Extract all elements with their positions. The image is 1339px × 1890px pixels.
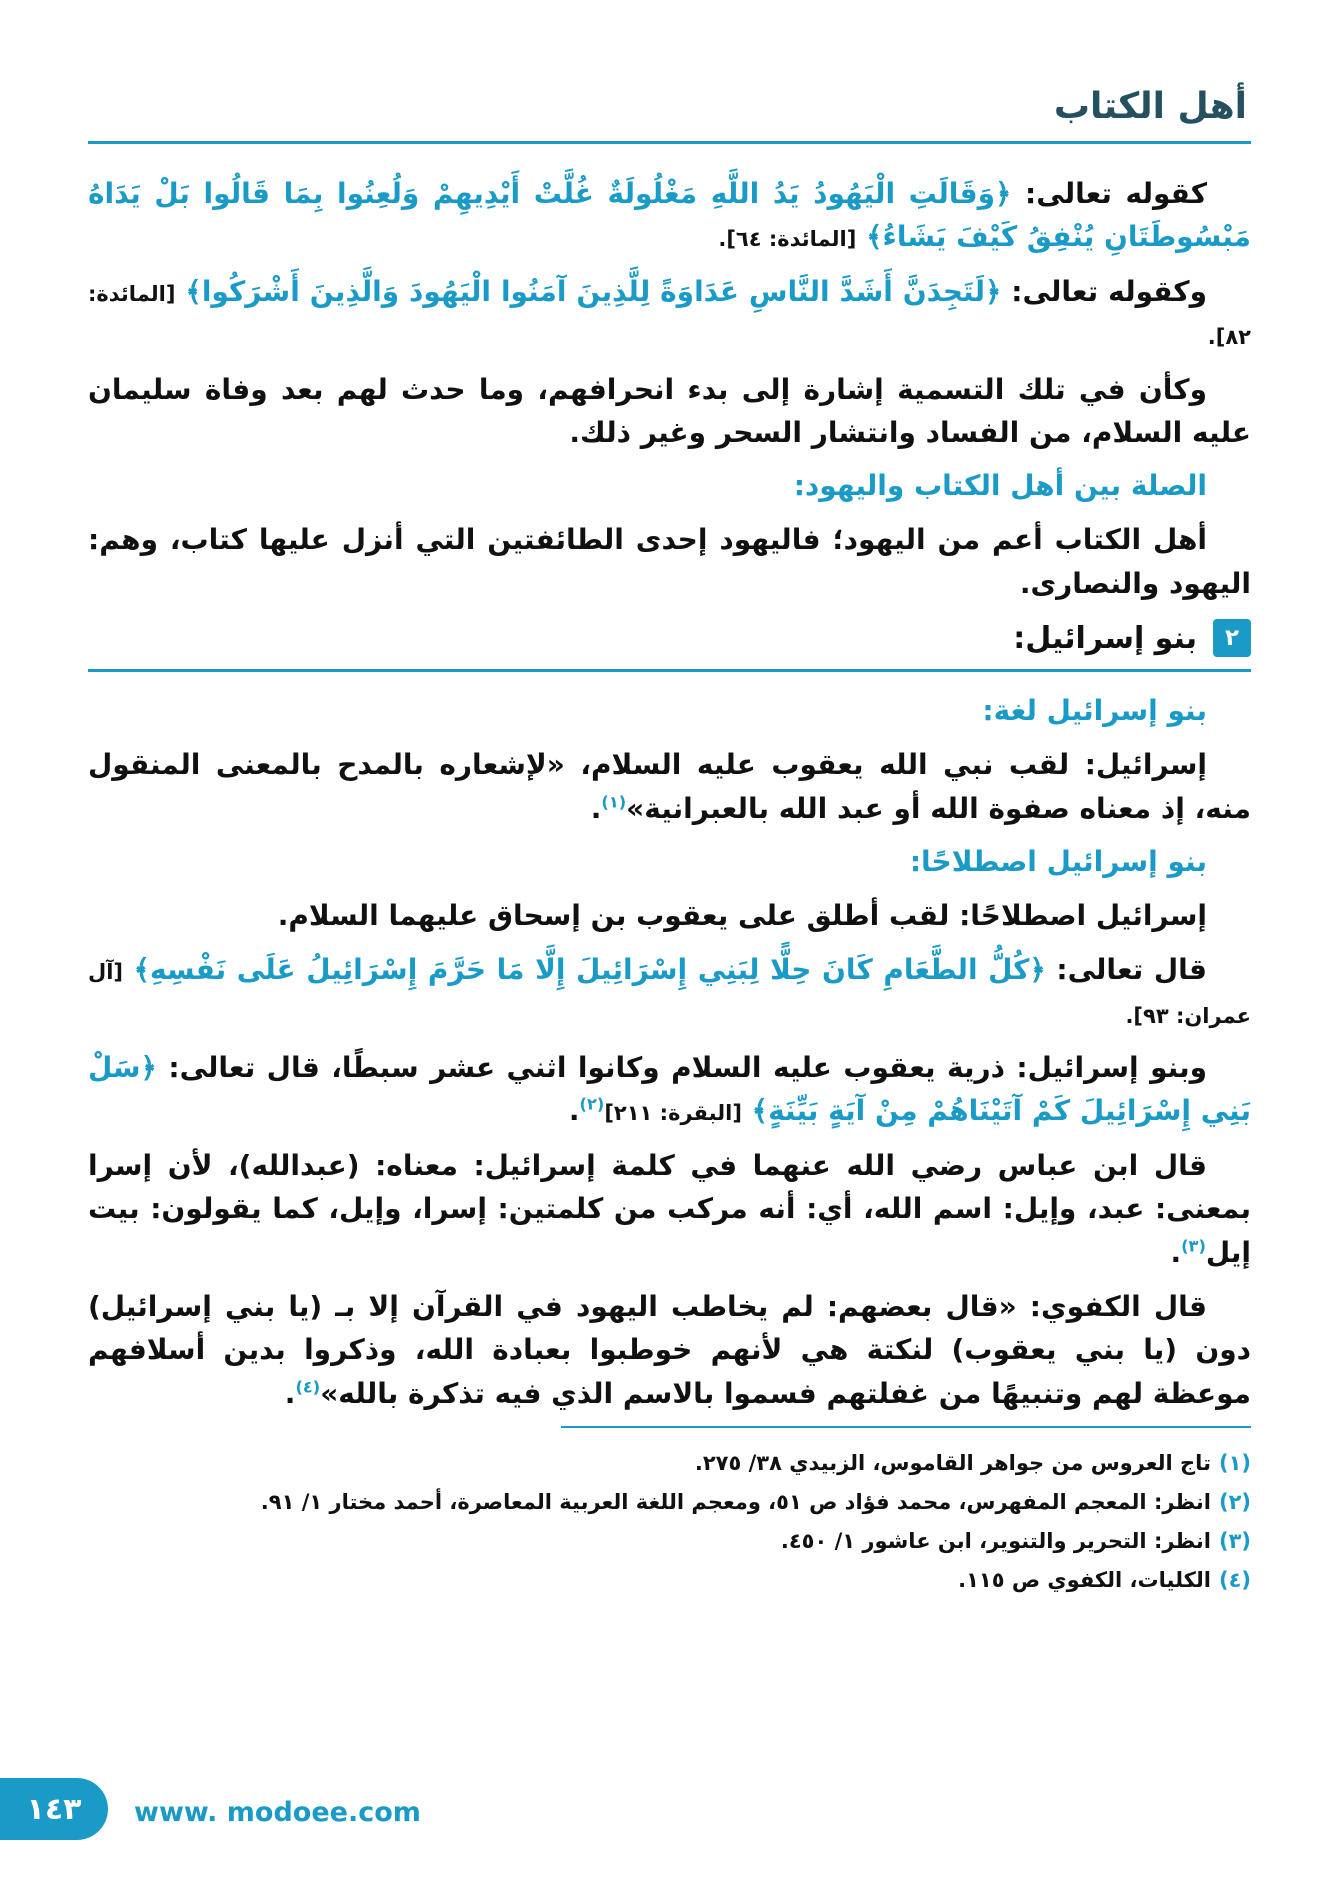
verse-intro: كقوله تعالى: [1011,177,1207,210]
paragraph-ahl-alkitab-scope: أهل الكتاب أعم من اليهود؛ فاليهود إحدى الطائفتين التي أنزل عليها كتاب، وهم: اليهود والنصارى. [88,523,1251,600]
paragraph-verse-maidah-64 [88,172,1251,259]
paragraph-text: قال الكفوي: «قال بعضهم: لم يخاطب اليهود في القرآن إلا بـ (يا بني إسرائيل) دون (يا بني يعقوب) لنكتة هي لأنهم خوطبوا بعبادة الله، وذكروا بدين أسلافهم موعظة لهم وتنبيهًا من غفلتهم فسموا بالاسم الذي فيه تذكرة بالله» [88,1290,1251,1410]
footnotes [88,1444,1251,1599]
footnote-separator [561,1426,1251,1428]
paragraph-text: وبنو إسرائيل: ذرية يعقوب عليه السلام وكانوا اثني عشر سبطًا، قال تعالى: [156,1051,1207,1085]
page-header [88,86,1251,144]
verse-reference: [المائدة: ٦٤]. [718,227,857,252]
sentence-end: . [284,1376,296,1410]
section-divider-line [88,669,1251,672]
footnote-number: (٤) [1218,1567,1251,1592]
page-number-tab [0,1778,108,1840]
heading-sila: الصلة بين أهل الكتاب واليهود: [793,469,1207,503]
page-number: ١٤٣ [26,1791,82,1827]
paragraph-verse-maidah-82 [88,270,1251,357]
paragraph-text: قال ابن عباس رضي الله عنهما في كلمة إسرائيل: معناه: (عبدالله)، لأن إسرا بمعنى: عبد، وإيل: اسم الله، أي: أنه مركب من كلمتين: إسرا، وإيل، كما يقولون: بيت إيل [88,1148,1251,1269]
footnote-marker-1: (١) [601,792,627,812]
section-title: بنو إسرائيل: [1013,620,1197,656]
sentence-end: . [590,791,602,825]
paragraph-verse-imran-93 [88,948,1251,1035]
section-number-badge: ٢ [1213,619,1251,657]
paragraph-naming-remark: وكأن في تلك التسمية إشارة إلى بدء انحرافهم، وما حدث لهم بعد وفاة سليمان عليه السلام، من الفساد وانتشار السحر وغير ذلك. [88,372,1251,449]
quran-verse: ﴿سَلْ بَنِي إِسْرَائِيلَ كَمْ آتَيْنَاهُمْ مِنْ آيَةٍ بَيِّنَةٍ﴾ [88,1051,1251,1128]
heading-lugha: بنو إسرائيل لغة: [982,694,1207,728]
paragraph-ibn-abbas [88,1144,1251,1274]
sentence-end: . [1170,1235,1182,1269]
verse-reference: [المائدة: ٨٢]. [88,281,1251,350]
sentence-end: . [568,1094,580,1128]
verse-reference: [البقرة: ٢١١] [604,1101,742,1126]
verse-reference: [آل عمران: ٩٣]. [88,960,1251,1028]
footnote-item [88,1483,1251,1522]
quran-verse: ﴿كُلُّ الطَّعَامِ كَانَ حِلًّا لِبَنِي إِسْرَائِيلَ إِلَّا مَا حَرَّمَ إِسْرَائِيلُ عَلَى نَفْسِهِ﴾ [133,953,1046,987]
quran-verse: ﴿لَتَجِدَنَّ أَشَدَّ النَّاسِ عَدَاوَةً لِلَّذِينَ آمَنُوا الْيَهُودَ وَالَّذِينَ أَشْرَكُوا﴾ [185,274,1002,308]
website-url: www. modoee.com [134,1797,421,1828]
chapter-title: أهل الكتاب [1053,86,1247,127]
footnote-item [88,1522,1251,1561]
footnote-text: انظر: المعجم المفهرس، محمد فؤاد ص ٥١، ومعجم اللغة العربية المعاصرة، أحمد مختار ١/ ٩١. [260,1490,1211,1515]
heading-istilah: بنو إسرائيل اصطلاحًا: [909,844,1207,878]
section-header-bani-israel [88,619,1251,657]
quran-verse: ﴿وَقَالَتِ الْيَهُودُ يَدُ اللَّهِ مَغْلُولَةٌ غُلَّتْ أَيْدِيهِمْ وَلُعِنُوا بِمَا قَالُوا بَلْ يَدَاهُ مَبْسُوطَتَانِ يُنْفِقُ كَيْفَ يَشَاءُ﴾ [88,177,1251,254]
footnote-item [88,1561,1251,1600]
footnote-text: انظر: التحرير والتنوير، ابن عاشور ١/ ٤٥٠. [780,1528,1211,1553]
paragraph-israel-language [88,743,1251,830]
footnote-number: (٣) [1218,1528,1251,1553]
footnote-marker-3: (٣) [1181,1236,1206,1256]
footnote-item [88,1444,1251,1483]
footnote-marker-2: (٢) [579,1095,605,1115]
paragraph-kafawi [88,1285,1251,1415]
paragraph-israel-terminology: إسرائيل اصطلاحًا: لقب أطلق على يعقوب بن إسحاق عليهما السلام. [277,898,1207,932]
paragraph-text: إسرائيل: لقب نبي الله يعقوب عليه السلام، «لإشعاره بالمدح بالمعنى المنقول منه، إذ معناه صفوة الله أو عبد الله بالعبرانية» [88,748,1251,825]
page-content [0,144,1339,1600]
footnote-marker-4: (٤) [295,1377,321,1397]
footnote-number: (١) [1218,1451,1251,1476]
footnote-text: الكليات، الكفوي ص ١١٥. [958,1567,1211,1592]
footnote-number: (٢) [1218,1490,1251,1515]
footnote-text: تاج العروس من جواهر القاموس، الزبيدي ٣٨/ ٢٧٥. [694,1451,1211,1476]
verse-intro: قال تعالى: [1045,953,1207,987]
verse-intro: وكقوله تعالى: [1001,274,1207,308]
paragraph-bani-israel-definition [88,1046,1251,1133]
